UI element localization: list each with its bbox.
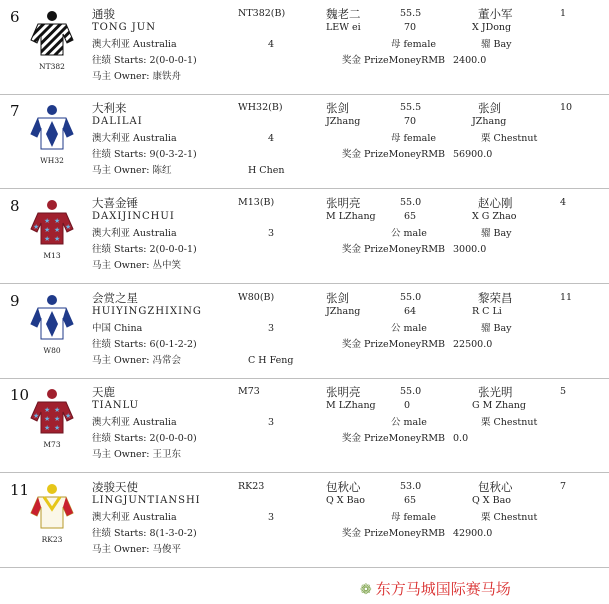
jockey-name-cn: 魏老二 <box>326 7 361 21</box>
jockey-name-en: JZhang <box>326 116 361 127</box>
barrier-number: 7 <box>560 481 567 492</box>
prize-money: 42900.0 <box>453 528 493 539</box>
jockey-name-cn: 包秋心 <box>326 480 361 494</box>
horse-rating: 70 <box>404 116 417 127</box>
horse-owner: 马主 Owner: 马俊平 <box>92 544 181 555</box>
horse-origin: 澳大利亚 Australia <box>92 228 177 239</box>
jockey-weight: 55.5 <box>400 8 422 19</box>
svg-text:★: ★ <box>44 235 51 243</box>
horse-origin: 澳大利亚 Australia <box>92 133 177 144</box>
horse-row <box>0 94 609 189</box>
trainer-name-cn: 张光明 <box>478 385 513 399</box>
jockey-silks-icon <box>30 10 74 56</box>
svg-text:★: ★ <box>44 415 51 423</box>
jockey-name-en: LEW ei <box>326 22 361 33</box>
trainer-name-cn: 黎荣昌 <box>478 291 513 305</box>
horse-starts: 往绩 Starts: 9(0-3-2-1) <box>92 149 197 160</box>
svg-text:★: ★ <box>44 406 51 414</box>
horse-sex: 母 female <box>391 512 436 523</box>
horse-number: 6 <box>10 8 20 26</box>
jockey-weight: 55.0 <box>400 386 422 397</box>
horse-starts: 往绩 Starts: 2(0-0-0-1) <box>92 244 197 255</box>
trainer-name-en: R C Li <box>472 306 502 317</box>
horse-code-weight: M13(B) <box>238 197 275 208</box>
horse-origin: 中国 China <box>92 323 143 334</box>
prize-money: 22500.0 <box>453 339 493 350</box>
horse-color: 栗 Chestnut <box>481 512 538 523</box>
horse-name-en: LINGJUNTIANSHI <box>92 495 201 506</box>
horse-row <box>0 284 609 379</box>
horse-code: WH32 <box>40 156 64 165</box>
trainer-name-en: JZhang <box>472 116 507 127</box>
prize-label: 奖金 PrizeMoneyRMB <box>342 528 446 539</box>
horse-number: 10 <box>10 386 30 404</box>
horse-rating: 0 <box>404 400 411 411</box>
horse-name-cn: 大利来 <box>92 101 127 115</box>
horse-starts: 往绩 Starts: 8(1-3-0-2) <box>92 528 197 539</box>
horse-draw: 4 <box>268 39 275 50</box>
jockey-name-en: M LZhang <box>326 211 376 222</box>
prize-label: 奖金 PrizeMoneyRMB <box>342 339 446 350</box>
prize-label: 奖金 PrizeMoneyRMB <box>342 149 446 160</box>
svg-text:★: ★ <box>44 424 51 432</box>
jockey-name-cn: 张明亮 <box>326 196 361 210</box>
jockey-name-cn: 张剑 <box>326 101 349 115</box>
horse-rating: 70 <box>404 22 417 33</box>
horse-draw: 4 <box>268 133 275 144</box>
prize-money: 0.0 <box>453 433 469 444</box>
horse-name-en: TONG JUN <box>92 22 156 33</box>
horse-owner: 马主 Owner: 陈红 <box>92 165 172 176</box>
barrier-number: 10 <box>560 102 573 113</box>
horse-code: M13 <box>43 251 61 260</box>
watermark <box>360 578 511 599</box>
horse-code: W80 <box>43 346 61 355</box>
barrier-number: 11 <box>560 292 573 303</box>
horse-origin: 澳大利亚 Australia <box>92 39 177 50</box>
horse-draw: 3 <box>268 323 275 334</box>
horse-rating: 64 <box>404 306 417 317</box>
jockey-silks-icon <box>30 199 74 245</box>
horse-color: 骝 Bay <box>481 228 512 239</box>
prize-money: 56900.0 <box>453 149 493 160</box>
horse-number: 9 <box>10 292 20 310</box>
trainer-name-cn: 赵心刚 <box>478 196 513 210</box>
horse-rating: 65 <box>404 495 417 506</box>
horse-starts: 往绩 Starts: 2(0-0-0-0) <box>92 433 197 444</box>
horse-draw: 3 <box>268 512 275 523</box>
horse-starts: 往绩 Starts: 2(0-0-0-1) <box>92 55 197 66</box>
horse-name-cn: 会赏之星 <box>92 291 138 305</box>
horse-code-weight: W80(B) <box>238 292 275 303</box>
jockey-name-en: M LZhang <box>326 400 376 411</box>
horse-name-en: DALILAI <box>92 116 143 127</box>
svg-text:★: ★ <box>54 217 61 225</box>
horse-sex: 公 male <box>391 323 427 334</box>
wechat-icon: ❁ <box>360 582 372 598</box>
horse-number: 7 <box>10 102 20 120</box>
jockey-silks-icon <box>30 294 74 340</box>
horse-owner: 马主 Owner: 康铁舟 <box>92 71 181 82</box>
horse-rating: 65 <box>404 211 417 222</box>
jockey-silks-icon <box>30 388 74 434</box>
horse-name-en: TIANLU <box>92 400 140 411</box>
horse-name-cn: 天鹿 <box>92 385 115 399</box>
watermark-text: 东方马城国际赛马场 <box>375 580 511 598</box>
svg-text:★: ★ <box>44 226 51 234</box>
horse-code: RK23 <box>41 535 63 544</box>
horse-color: 栗 Chestnut <box>481 133 538 144</box>
jockey-name-en: Q X Bao <box>326 495 365 506</box>
svg-text:★: ★ <box>54 415 61 423</box>
prize-label: 奖金 PrizeMoneyRMB <box>342 55 446 66</box>
horse-sex: 母 female <box>391 39 436 50</box>
horse-name-en: DAXIJINCHUI <box>92 211 175 222</box>
barrier-number: 1 <box>560 8 567 19</box>
horse-sex: 公 male <box>391 228 427 239</box>
jockey-name-cn: 张剑 <box>326 291 349 305</box>
owner-name-en: H Chen <box>248 165 285 176</box>
horse-name-cn: 大喜金锤 <box>92 196 138 210</box>
svg-text:★: ★ <box>33 412 40 420</box>
trainer-name-cn: 包秋心 <box>478 480 513 494</box>
horse-starts: 往绩 Starts: 6(0-1-2-2) <box>92 339 197 350</box>
jockey-name-en: JZhang <box>326 306 361 317</box>
jockey-silks-icon <box>30 104 74 150</box>
horse-owner: 马主 Owner: 丛中笑 <box>92 260 181 271</box>
horse-origin: 澳大利亚 Australia <box>92 417 177 428</box>
jockey-weight: 55.0 <box>400 197 422 208</box>
trainer-name-cn: 董小军 <box>478 7 513 21</box>
trainer-name-en: X JDong <box>472 22 512 33</box>
trainer-name-en: Q X Bao <box>472 495 511 506</box>
svg-text:★: ★ <box>44 217 51 225</box>
jockey-name-cn: 张明亮 <box>326 385 361 399</box>
trainer-name-cn: 张剑 <box>478 101 501 115</box>
horse-owner: 马主 Owner: 冯常会 <box>92 355 181 366</box>
jockey-silks-icon <box>30 483 74 529</box>
horse-color: 栗 Chestnut <box>481 417 538 428</box>
horse-origin: 澳大利亚 Australia <box>92 512 177 523</box>
horse-row <box>0 0 609 95</box>
horse-code-weight: RK23 <box>238 481 265 492</box>
svg-text:★: ★ <box>54 235 61 243</box>
jockey-weight: 55.5 <box>400 102 422 113</box>
svg-text:★: ★ <box>54 226 61 234</box>
horse-code-weight: NT382(B) <box>238 8 286 19</box>
jockey-weight: 55.0 <box>400 292 422 303</box>
svg-text:★: ★ <box>54 424 61 432</box>
svg-text:★: ★ <box>33 223 40 231</box>
horse-number: 11 <box>10 481 30 499</box>
horse-color: 骝 Bay <box>481 39 512 50</box>
prize-label: 奖金 PrizeMoneyRMB <box>342 433 446 444</box>
owner-name-en: C H Feng <box>248 355 294 366</box>
horse-name-cn: 通骏 <box>92 7 115 21</box>
horse-row <box>0 473 609 568</box>
horse-name-cn: 凌骏天使 <box>92 480 138 494</box>
horse-owner: 马主 Owner: 王卫东 <box>92 449 181 460</box>
jockey-weight: 53.0 <box>400 481 422 492</box>
horse-code: M73 <box>43 440 61 449</box>
barrier-number: 4 <box>560 197 567 208</box>
horse-row <box>0 378 609 473</box>
svg-text:★: ★ <box>65 412 72 420</box>
barrier-number: 5 <box>560 386 567 397</box>
horse-sex: 母 female <box>391 133 436 144</box>
prize-money: 3000.0 <box>453 244 487 255</box>
horse-name-en: HUIYINGZHIXING <box>92 306 202 317</box>
svg-text:★: ★ <box>54 406 61 414</box>
horse-color: 骝 Bay <box>481 323 512 334</box>
horse-code-weight: M73 <box>238 386 260 397</box>
horse-row <box>0 189 609 284</box>
trainer-name-en: G M Zhang <box>472 400 526 411</box>
svg-text:★: ★ <box>65 223 72 231</box>
prize-label: 奖金 PrizeMoneyRMB <box>342 244 446 255</box>
prize-money: 2400.0 <box>453 55 487 66</box>
horse-code-weight: WH32(B) <box>238 102 283 113</box>
horse-number: 8 <box>10 197 20 215</box>
trainer-name-en: X G Zhao <box>472 211 517 222</box>
horse-draw: 3 <box>268 417 275 428</box>
horse-code: NT382 <box>39 62 65 71</box>
horse-draw: 3 <box>268 228 275 239</box>
horse-sex: 公 male <box>391 417 427 428</box>
